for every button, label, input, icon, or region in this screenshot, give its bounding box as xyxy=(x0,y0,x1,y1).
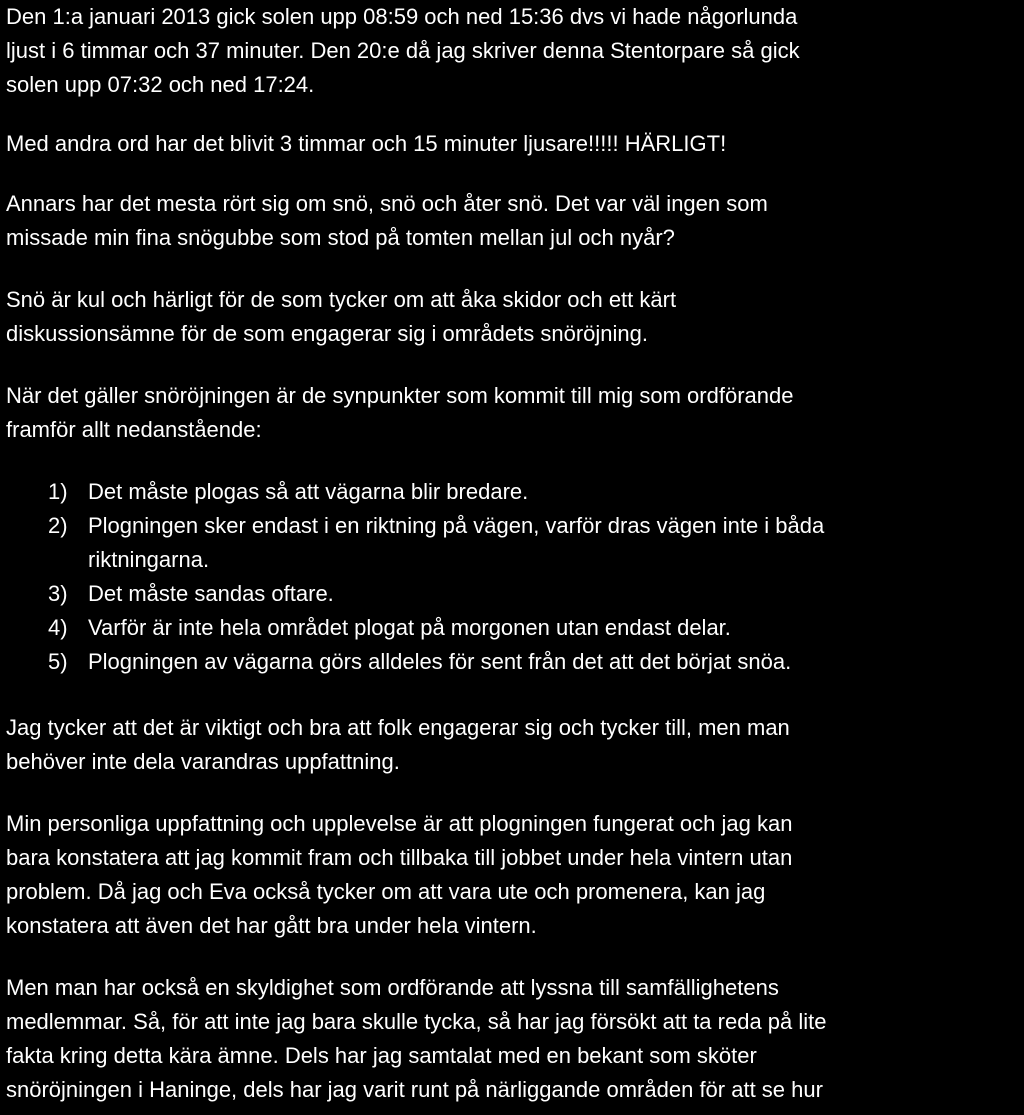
text-line: Snö är kul och härligt för de som tycker om att åka skidor och ett kärt xyxy=(6,287,677,312)
text-line: Plogningen av vägarna görs alldeles för sent från det att det börjat snöa. xyxy=(88,649,792,674)
text-line: Men man har också en skyldighet som ordförande att lyssna till samfällighetens xyxy=(6,975,779,1000)
text-line: När det gäller snöröjningen är de synpunkter som kommit till mig som ordförande xyxy=(6,383,794,408)
text-line: problem. Då jag och Eva också tycker om att vara ute och promenera, kan jag xyxy=(6,879,766,904)
list-text xyxy=(88,475,824,509)
text-line: Jag tycker att det är viktigt och bra att folk engagerar sig och tycker till, men man xyxy=(6,715,790,740)
text-line: Med andra ord har det blivit 3 timmar och 15 minuter ljusare!!!!! HÄRLIGT! xyxy=(6,131,727,156)
text-line: Annars har det mesta rört sig om snö, snö och åter snö. Det var väl ingen som xyxy=(6,191,768,216)
paragraph-personal-view xyxy=(6,807,792,943)
text-line: bara konstatera att jag kommit fram och tillbaka till jobbet under hela vintern utan xyxy=(6,845,793,870)
text-line: Det måste plogas så att vägarna blir bredare. xyxy=(88,479,529,504)
list-number: 1) xyxy=(48,479,68,504)
text-line: diskussionsämne för de som engagerar sig i områdets snöröjning. xyxy=(6,321,648,346)
text-line: behöver inte dela varandras uppfattning. xyxy=(6,749,400,774)
list-number: 5) xyxy=(48,649,68,674)
paragraph-snow xyxy=(6,187,768,255)
list-number: 3) xyxy=(48,581,68,606)
text-line: Plogningen sker endast i en riktning på vägen, varför dras vägen inte i båda xyxy=(88,513,825,538)
list-text xyxy=(88,645,824,679)
text-line: fakta kring detta kära ämne. Dels har jag samtalat med en bekant som sköter xyxy=(6,1043,757,1068)
paragraph-opinions-intro xyxy=(6,379,793,447)
text-line: konstatera att även det har gått bra under hela vintern. xyxy=(6,913,537,938)
paragraph-lighter xyxy=(6,127,726,161)
list-item xyxy=(48,509,824,577)
text-line: Den 1:a januari 2013 gick solen upp 08:59 och ned 15:36 dvs vi hade någorlunda xyxy=(6,4,798,29)
text-line: Min personliga uppfattning och upplevelse är att plogningen fungerat och jag kan xyxy=(6,811,793,836)
text-line: medlemmar. Så, för att inte jag bara skulle tycka, så har jag försökt att ta reda på lite xyxy=(6,1009,827,1034)
text-line: snöröjningen i Haninge, dels har jag varit runt på närliggande områden för att se hur xyxy=(6,1077,823,1102)
list-item xyxy=(48,611,824,645)
text-line: riktningarna. xyxy=(88,547,210,572)
list-text xyxy=(88,509,824,577)
text-line: framför allt nedanstående: xyxy=(6,417,262,442)
list-item xyxy=(48,475,824,509)
list-item xyxy=(48,577,824,611)
text-line: Varför är inte hela området plogat på morgonen utan endast delar. xyxy=(88,615,731,640)
opinions-list xyxy=(48,475,824,679)
list-number: 4) xyxy=(48,615,68,640)
list-number: 2) xyxy=(48,513,68,538)
paragraph-sunrise xyxy=(6,0,800,102)
paragraph-engagement xyxy=(6,711,790,779)
paragraph-duty xyxy=(6,971,827,1107)
list-item xyxy=(48,645,824,679)
text-line: ljust i 6 timmar och 37 minuter. Den 20:e då jag skriver denna Stentorpare så gick xyxy=(6,38,800,63)
list-text xyxy=(88,577,824,611)
text-line: solen upp 07:32 och ned 17:24. xyxy=(6,72,315,97)
paragraph-snow-fun xyxy=(6,283,676,351)
text-line: missade min fina snögubbe som stod på tomten mellan jul och nyår? xyxy=(6,225,675,250)
text-line: Det måste sandas oftare. xyxy=(88,581,334,606)
list-text xyxy=(88,611,824,645)
